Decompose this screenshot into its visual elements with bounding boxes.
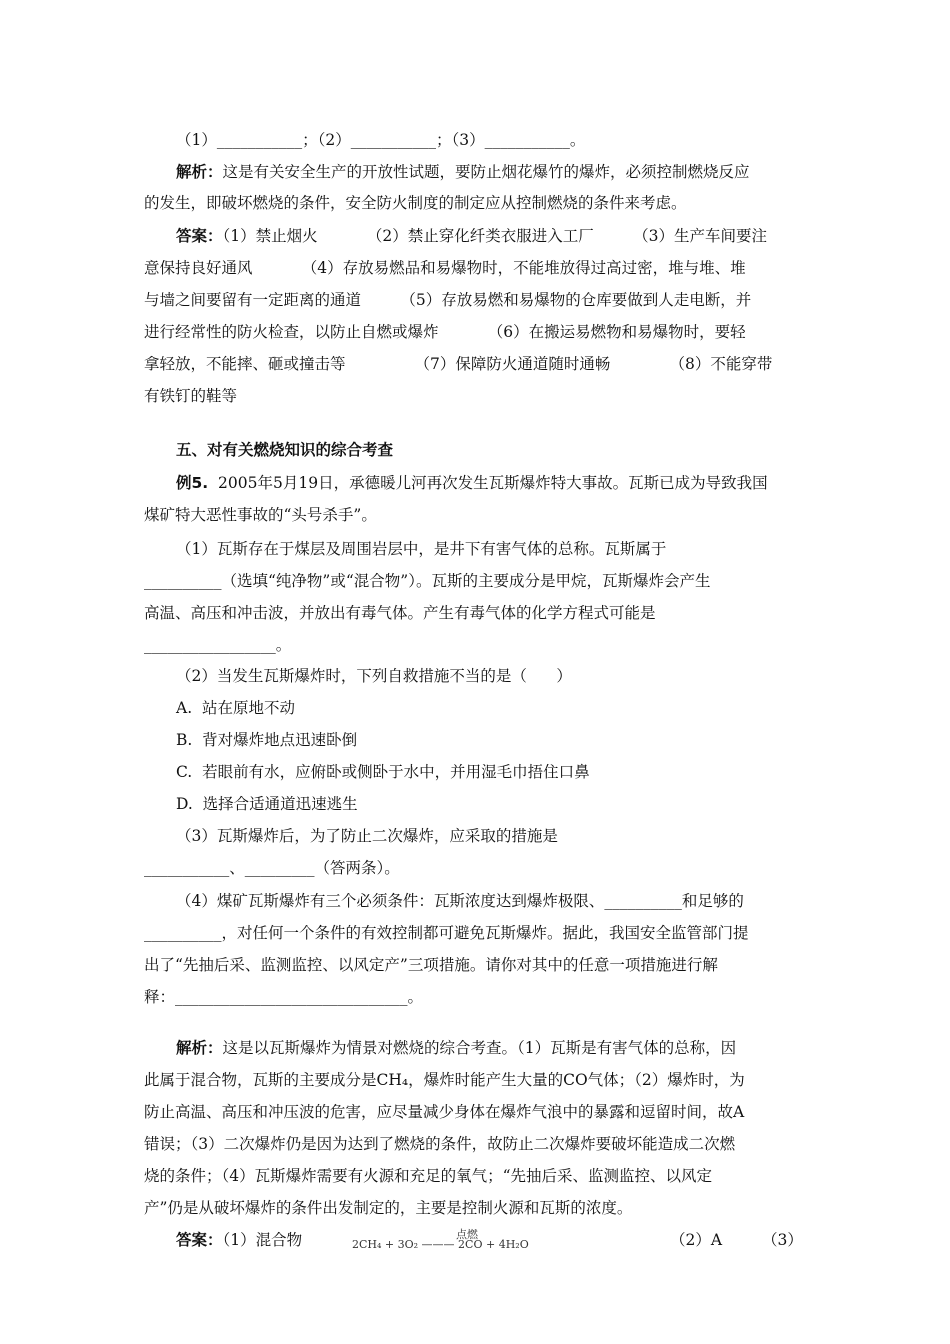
section-heading: 五、对有关燃烧知识的综合考查 bbox=[176, 441, 394, 459]
option-item: B. 背对爆炸地点迅速卧倒 bbox=[176, 731, 358, 749]
analysis-line: 产”仍是从破坏爆炸的条件出发制定的，主要是控制火源和瓦斯的浓度。 bbox=[144, 1199, 633, 1217]
answer-line: 与墙之间要留有一定距离的通道 （5）存放易燃和易爆物的仓库要做到人走电断，并 bbox=[144, 291, 752, 309]
analysis-line: 防止高温、高压和冲压波的危害，应尽量减少身体在爆炸气浪中的暴露和逗留时间，故A bbox=[144, 1103, 745, 1121]
question-line: （4）煤矿瓦斯爆炸有三个必须条件：瓦斯浓度达到爆炸极限、__________和足够的 bbox=[176, 892, 744, 910]
answer-label: 答案： bbox=[176, 1231, 223, 1249]
answer-line: 答案：（1）禁止烟火 （2）禁止穿化纤类衣服进入工厂 （3）生产车间要注 bbox=[176, 227, 768, 245]
example-label: 例5. bbox=[176, 474, 209, 492]
question-line: （1）瓦斯存在于煤层及周围岩层中，是井下有害气体的总称。瓦斯属于 bbox=[176, 540, 667, 558]
analysis-line: 解析：这是有关安全生产的开放性试题，要防止烟花爆竹的爆炸，必须控制燃烧反应 bbox=[176, 163, 750, 181]
analysis-line: 解析：这是以瓦斯爆炸为情景对燃烧的综合考查。（1）瓦斯是有害气体的总称，因 bbox=[176, 1039, 737, 1057]
question-line: _________________。 bbox=[144, 636, 292, 654]
analysis-label: 解析： bbox=[176, 163, 223, 181]
question-line: __________，对任何一个条件的有效控制都可避免瓦斯爆炸。据此，我国安全监管部门提 bbox=[144, 924, 749, 942]
answer-item: （3） bbox=[762, 1231, 803, 1249]
option-item: A. 站在原地不动 bbox=[176, 699, 295, 717]
example-line: 例5. 2005年5月19日，承德暖儿河再次发生瓦斯爆炸特大事故。瓦斯已成为导致我国 bbox=[176, 474, 768, 492]
question-line: __________（选填“纯净物”或“混合物”）。瓦斯的主要成分是甲烷，瓦斯爆炸会产生 bbox=[144, 572, 711, 590]
question-line: 释：______________________________。 bbox=[144, 988, 424, 1006]
question-blanks-line: （1）___________；（2）___________；（3）___________。 bbox=[176, 131, 586, 149]
question-line: 出了“先抽后采、监测监控、以风定产”三项措施。请你对其中的任意一项措施进行解 bbox=[144, 956, 718, 974]
analysis-line: 的发生，即破坏燃烧的条件，安全防火制度的制定应从控制燃烧的条件来考虑。 bbox=[144, 194, 687, 212]
answer-line: 答案：（1）混合物 bbox=[176, 1231, 303, 1249]
question-line: （2）当发生瓦斯爆炸时，下列自救措施不当的是（ ） bbox=[176, 667, 572, 685]
answer-label: 答案： bbox=[176, 227, 223, 245]
analysis-line: 此属于混合物，瓦斯的主要成分是CH₄，爆炸时能产生大量的CO气体；（2）爆炸时，为 bbox=[144, 1071, 745, 1089]
analysis-line: 烧的条件；（4）瓦斯爆炸需要有火源和充足的氧气；“先抽后采、监测监控、以风定 bbox=[144, 1167, 713, 1185]
answer-line: 进行经常性的防火检查，以防止自燃或爆炸 （6）在搬运易燃物和易爆物时，要轻 bbox=[144, 323, 746, 341]
option-item: C. 若眼前有水，应俯卧或侧卧于水中，并用湿毛巾捂住口鼻 bbox=[176, 763, 590, 781]
example-line: 煤矿特大恶性事故的“头号杀手”。 bbox=[144, 506, 377, 524]
analysis-label: 解析： bbox=[176, 1039, 223, 1057]
answer-line: 拿轻放，不能摔、砸或撞击等 （7）保障防火通道随时通畅 （8）不能穿带 bbox=[144, 355, 773, 373]
equation-text: 2CH₄ + 3O₂ ——— 2CO + 4H₂O bbox=[352, 1238, 529, 1251]
answer-item: （2）A bbox=[670, 1231, 723, 1249]
analysis-line: 错误；（3）二次爆炸仍是因为达到了燃烧的条件，故防止二次爆炸要破坏能造成二次燃 bbox=[144, 1135, 736, 1153]
answer-line: 有铁钉的鞋等 bbox=[144, 387, 238, 405]
answer-line: 意保持良好通风 （4）存放易燃品和易爆物时，不能堆放得过高过密，堆与堆、堆 bbox=[144, 259, 746, 277]
question-line: （3）瓦斯爆炸后，为了防止二次爆炸，应采取的措施是 bbox=[176, 827, 558, 845]
reaction-condition: 点燃 bbox=[456, 1228, 478, 1241]
chemical-equation bbox=[352, 1228, 529, 1251]
question-line: 高温、高压和冲击波，并放出有毒气体。产生有毒气体的化学方程式可能是 bbox=[144, 604, 656, 622]
question-line: ___________、_________（答两条）。 bbox=[144, 859, 400, 877]
option-item: D. 选择合适通道迅速逃生 bbox=[176, 795, 358, 813]
